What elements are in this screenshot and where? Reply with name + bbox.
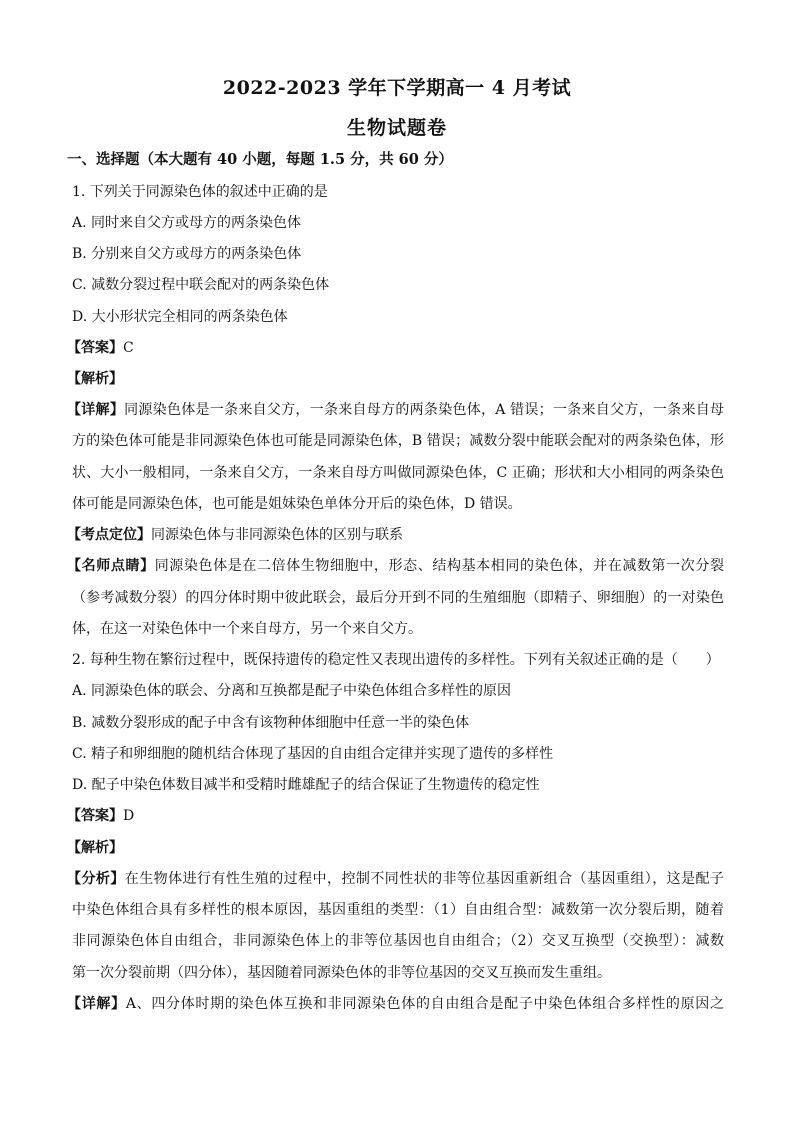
q1-detail-line: 【详解】同源染色体是一条来自父方，一条来自母方的两条染色体，A 错误；一条来自父方，一条来自母 xyxy=(67,402,724,418)
fenxi-label: 【分析】 xyxy=(67,871,125,887)
q1-kaodian: 【考点定位】同源染色体与非同源染色体的区别与联系 xyxy=(67,527,403,543)
q2-detail-line: 【详解】A、四分体时期的染色体互换和非同源染色体的自由组合是配子中染色体组合多样性的原因之 xyxy=(67,996,724,1012)
detail-label: 【详解】 xyxy=(67,996,126,1012)
q1-option-b: B. 分别来自父方或母方的两条染色体 xyxy=(72,246,302,262)
q1-answer xyxy=(67,338,719,358)
q2-fenxi-line: 【分析】在生物体进行有性生殖的过程中，控制不同性状的非等位基因重新组合（基因重组），这是配子 xyxy=(67,871,724,887)
q2-fenxi-line: 中染色体组合具有多样性的根本原因，基因重组的类型：（1）自由组合型：减数第一次分裂后期，随着 xyxy=(72,902,724,918)
exam-subtitle: 生物试题卷 xyxy=(346,117,447,139)
answer-label: 【答案】 xyxy=(67,808,123,824)
q1-stem: 1. 下列关于同源染色体的叙述中正确的是 xyxy=(72,184,328,200)
q1-option-a: A. 同时来自父方或母方的两条染色体 xyxy=(72,215,302,231)
q1-analysis-label: 【解析】 xyxy=(67,371,123,387)
answer-label: 【答案】 xyxy=(67,340,123,356)
q1-option-c: C. 减数分裂过程中联会配对的两条染色体 xyxy=(72,277,330,293)
q1-mingshi-line: 体，在这一对染色体中一个来自母方，另一个来自父方。 xyxy=(72,621,422,637)
q2-option-c: C. 精子和卵细胞的随机结合体现了基因的自由组合定律并实现了遗传的多样性 xyxy=(72,746,554,762)
q2-stem: 2. 每种生物在繁衍过程中，既保持遗传的稳定性又表现出遗传的多样性。下列有关叙述正确的是（ ） xyxy=(72,652,720,668)
q1-detail-line: 体可能是同源染色体，也可能是姐妹染色单体分开后的染色体，D 错误。 xyxy=(72,496,522,512)
section-heading: 一、选择题（本大题有 40 小题，每题 1.5 分，共 60 分） xyxy=(67,151,453,168)
q2-option-a: A. 同源染色体的联会、分离和互换都是配子中染色体组合多样性的原因 xyxy=(72,683,512,699)
q1-mingshi-line: （参考减数分裂）的四分体时期中彼此联会，最后分开到不同的生殖细胞（即精子、卵细胞）的一对染色 xyxy=(72,590,724,606)
q2-analysis-label: 【解析】 xyxy=(67,840,123,856)
q2-answer xyxy=(67,806,719,826)
detail-label: 【详解】 xyxy=(67,402,125,418)
q1-detail-line: 方的染色体可能是非同源染色体也可能是同源染色体，B 错误；减数分裂中能联会配对的两条染色体，形 xyxy=(72,433,724,449)
q2-option-b: B. 减数分裂形成的配子中含有该物种体细胞中任意一半的染色体 xyxy=(72,715,470,731)
q1-option-d: D. 大小形状完全相同的两条染色体 xyxy=(72,309,288,325)
q2-fenxi-line: 非同源染色体自由组合，非同源染色体上的非等位基因也自由组合；（2）交叉互换型（交换型）：减数 xyxy=(72,933,724,949)
q1-detail-line: 状、大小一般相同，一条来自父方，一条来自母方叫做同源染色体，C 正确；形状和大小相同的两条染色 xyxy=(72,465,724,481)
q1-mingshi-line: 【名师点睛】同源染色体是在二倍体生物细胞中，形态、结构基本相同的染色体，并在减数第一次分裂 xyxy=(67,558,724,574)
exam-title: 2022-2023 学年下学期高一 4 月考试 xyxy=(222,77,572,99)
mingshi-label: 【名师点睛】 xyxy=(67,558,155,574)
q2-fenxi-line: 第一次分裂前期（四分体），基因随着同源染色体的非等位基因的交叉互换而发生重组。 xyxy=(72,965,611,981)
kaodian-label: 【考点定位】 xyxy=(67,527,151,543)
q2-option-d: D. 配子中染色体数目减半和受精时雌雄配子的结合保证了生物遗传的稳定性 xyxy=(72,777,540,793)
answer-value: C xyxy=(123,340,134,356)
answer-value: D xyxy=(123,808,135,824)
